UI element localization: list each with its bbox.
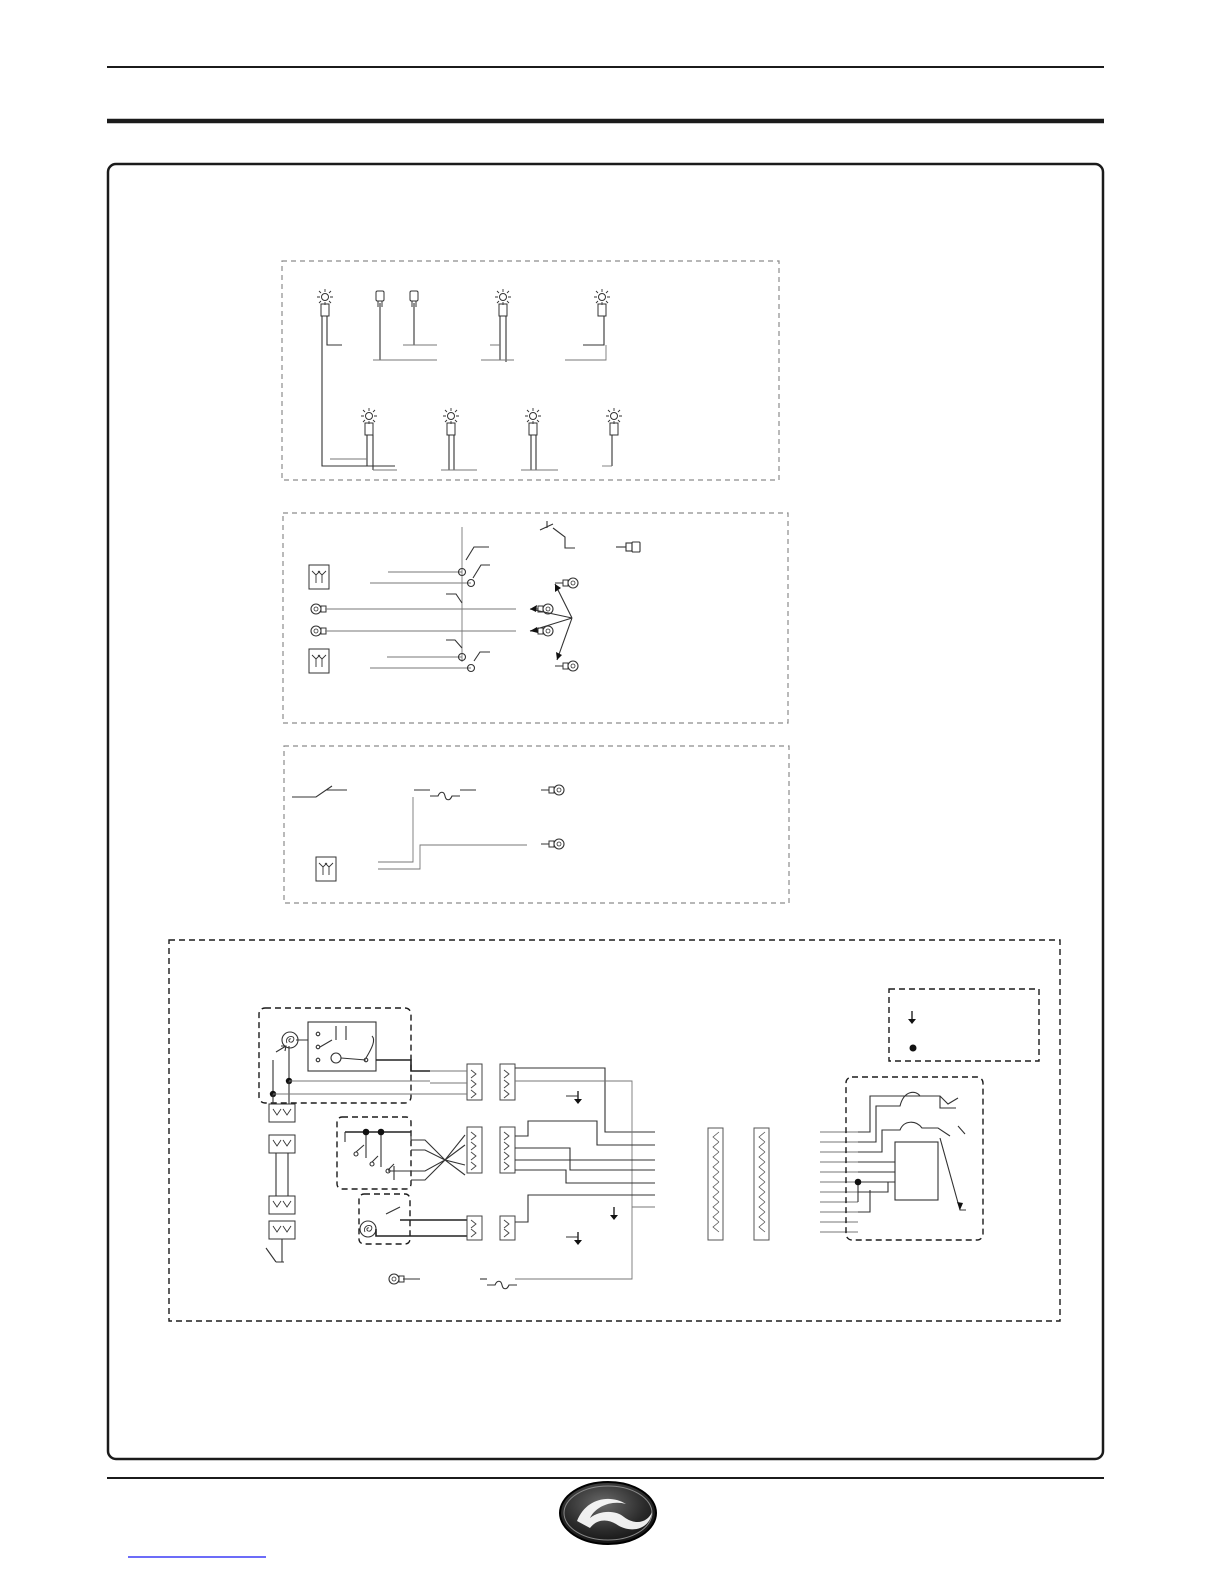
connector-icon [754,1128,769,1240]
harness-panel [169,940,1060,1321]
motor-icon [331,1053,341,1063]
callout-arrows [530,584,572,660]
motor-icon [360,1221,376,1237]
connector-icon [500,1064,515,1100]
ground-icon [908,1011,916,1024]
ring-terminal-icon [541,839,564,849]
ground-lead [566,1096,578,1237]
lamp-icon [525,408,541,435]
junction-dot-icon [378,1129,385,1136]
terminal-wiring [325,527,516,668]
ring-terminal-icon [311,626,326,636]
connector-icon [269,1196,295,1214]
connector-icon [309,565,329,589]
ground-icon [574,1091,582,1104]
fuse-icon [487,1281,517,1289]
junction-dot-icon [855,1179,862,1186]
ground-icon [574,1232,582,1245]
harness-wiring-right [820,1132,858,1232]
switch-icon [266,1248,284,1262]
relay-box [337,1117,465,1189]
left-stack-wiring [273,1081,289,1262]
connector-icon [500,1127,515,1173]
terminal-panel [283,513,788,723]
connector-icon [269,1135,295,1153]
ground-icon [610,1207,618,1220]
lamp-panel [282,261,779,480]
ring-terminal-icon [311,604,326,614]
terminal-panel-border [283,513,788,723]
connector-icon [316,857,336,881]
pump-box [359,1194,467,1244]
ring-terminal-icon [541,785,564,795]
motor-unit [259,1008,430,1103]
connector-icon [467,1064,482,1100]
lamp-icon [361,408,377,435]
lamp-wiring [322,303,612,470]
switch-icon [292,786,347,797]
connector-icon [467,1127,482,1173]
power-wiring [292,797,527,869]
connector-icon [467,1216,482,1240]
lamp-icon [443,408,459,435]
power-panel-border [284,746,789,903]
brand-logo-icon [560,1482,656,1544]
connector-icon [309,649,329,673]
ring-terminal-icon [555,661,578,671]
lamp-icon [594,289,610,316]
ring-terminal-icon [389,1274,404,1284]
lamp-icon [606,408,622,435]
control-module [846,1077,983,1240]
connector-icon [269,1104,295,1122]
connector-icon [500,1216,515,1240]
junction-dot-icon [363,1129,370,1136]
fuse-icon [430,792,460,800]
lamp-icon [495,289,511,316]
power-panel [284,746,789,903]
connector-icon [269,1221,295,1239]
legend-box [889,989,1039,1061]
connector-icon [708,1128,723,1240]
harness-panel-border [169,940,1060,1321]
lamp-icon [317,289,333,316]
connector-icon [616,542,640,552]
harness-wiring-top [273,1081,430,1094]
junction-dot-icon [910,1045,917,1052]
diagram-frame [108,164,1103,1459]
switch-icon [540,521,575,548]
